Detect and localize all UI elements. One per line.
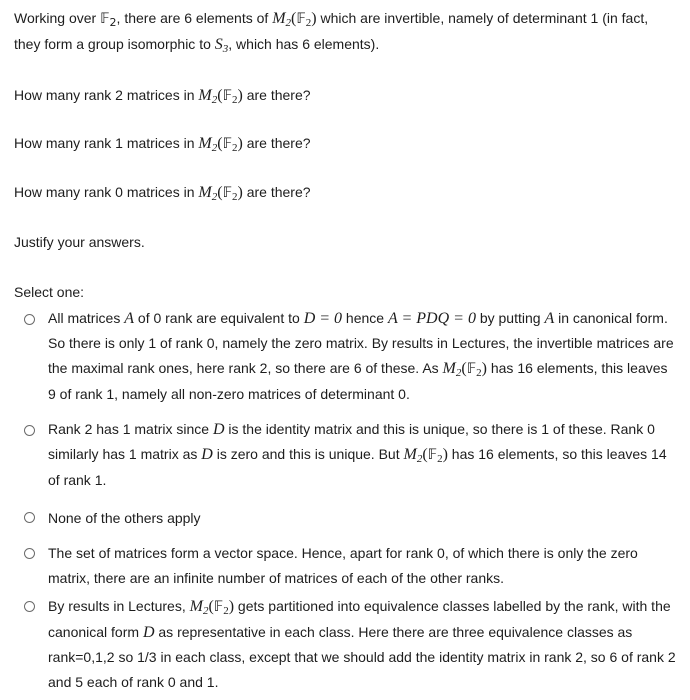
select-one-label: Select one: xyxy=(14,284,85,300)
justify-instruction: Justify your answers. xyxy=(14,234,145,250)
answer-option-4-text: The set of matrices form a vector space. Hence, apart for rank 0, of which there is only the zero matrix, there are an infinite number of matrices of each of the other ranks. xyxy=(48,545,638,586)
radio-button[interactable] xyxy=(24,512,35,523)
answer-option-2-text: Rank 2 has 1 matrix since D is the identity matrix and this is unique, so there is 1 of these. Rank 0 similarly has 1 matrix as D is zero and this is unique. But $M_2(𝔽_2)$ has 16 elements, so this leaves 14 of rank 1. xyxy=(48,421,667,488)
radio-button[interactable] xyxy=(24,548,35,559)
radio-button[interactable] xyxy=(24,314,35,325)
question-rank-1: How many rank 1 matrices in $M_2(𝔽_2)$ are there? xyxy=(14,135,311,154)
question-rank-2: How many rank 2 matrices in $M_2(𝔽_2)$ are there? xyxy=(14,87,311,106)
matrix-space-field: (𝔽$_2$) xyxy=(291,10,317,29)
matrix-space-symbol: $M_2$ xyxy=(272,10,292,29)
question-rank-0: How many rank 0 matrices in $M_2(𝔽_2)$ are there? xyxy=(14,184,311,203)
intro-text-4: , which has 6 elements). xyxy=(228,36,380,52)
radio-button[interactable] xyxy=(24,425,35,436)
answer-option-5-text: By results in Lectures, $M_2(𝔽_2)$ gets partitioned into equivalence classes labelled by the rank, with the canonical form D as representative in each class. Here there are three equivalence classes as rank=0,1,2 so 1/3 in each class, except that we should add the identity matrix in rank 2, so 6 of rank 2 and 5 each of rank 0 and 1. xyxy=(48,598,676,690)
answer-option-1-text: All matrices A of 0 rank are equivalent to D = 0 hence A = PDQ = 0 by putting A in canonical form. So there is only 1 of rank 0, namely the zero matrix. By results in Lectures, the invertible matrices are the maximal rank ones, here rank 2, so there are 6 of these. As $M_2(𝔽_2)$ has 16 elements, this leaves 9 of rank 1, namely all non-zero matrices of determinant 0. xyxy=(48,310,674,402)
intro-text-3: which are invertible, namely of determinant 1 (in fact, they form a group isomorphic to xyxy=(14,10,649,52)
group-symbol: $S_3$ xyxy=(214,36,229,55)
intro-text-1: Working over xyxy=(14,10,101,26)
intro-text-2: , there are 6 elements of xyxy=(116,10,273,26)
question-intro xyxy=(14,6,674,57)
answer-option-3-text: None of the others apply xyxy=(48,510,201,526)
field-symbol: 𝔽$_2$ xyxy=(100,11,117,29)
radio-button[interactable] xyxy=(24,601,35,612)
